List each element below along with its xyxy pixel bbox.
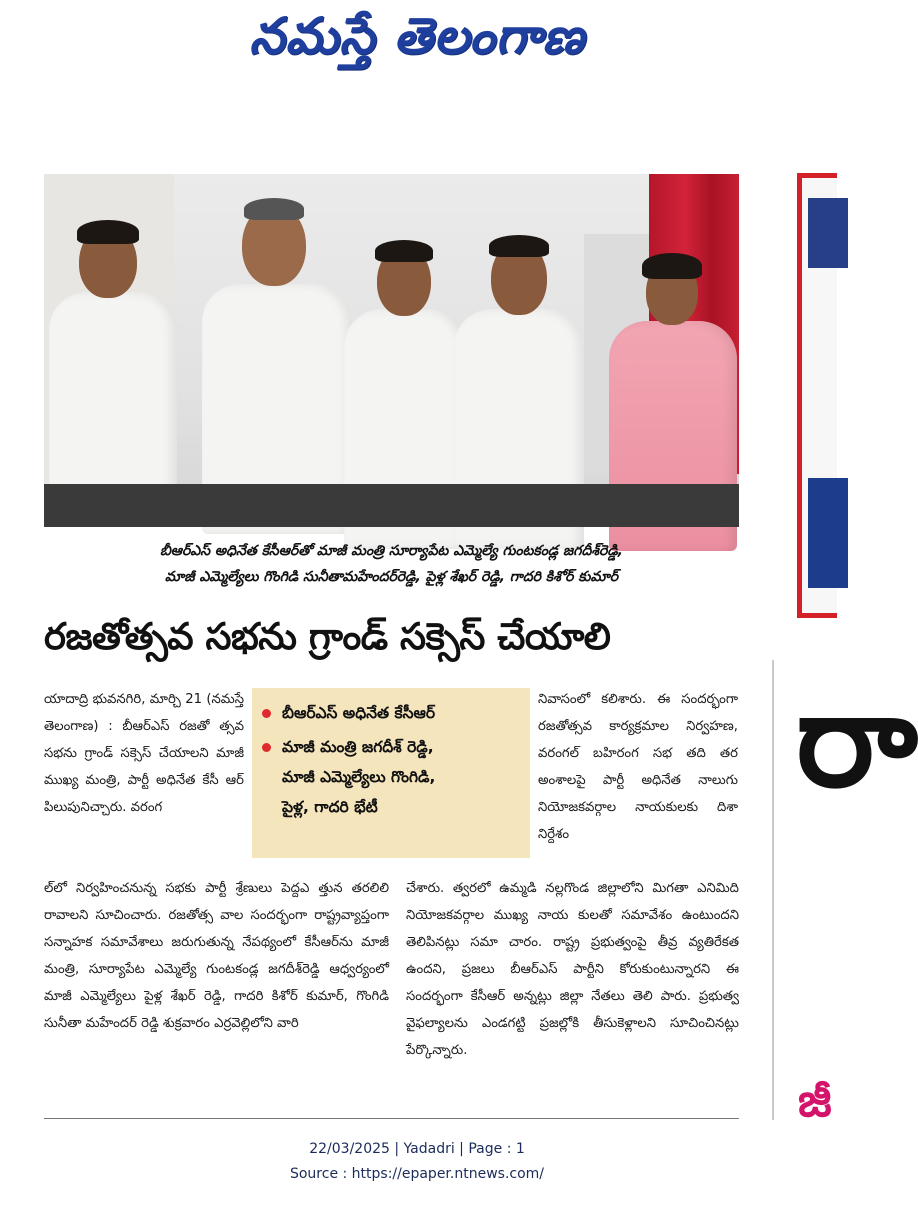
person-2 xyxy=(194,194,354,524)
masthead xyxy=(0,0,834,80)
footer-edition-info: 22/03/2025 | Yadadri | Page : 1 xyxy=(309,1141,525,1157)
side-advertisement xyxy=(797,173,837,618)
highlights-box xyxy=(252,688,530,858)
bullet-dot-icon xyxy=(262,709,271,718)
person-1 xyxy=(44,214,184,514)
highlight-item-1: బీఆర్ఎస్ అధినేత కేసీఆర్ xyxy=(264,698,524,728)
footer-divider xyxy=(44,1118,739,1119)
photo-caption xyxy=(44,538,739,590)
footer-source: Source : https://epaper.ntnews.com/ xyxy=(289,1166,545,1182)
body-column-1-top: యాదాద్రి భువనగిరి, మార్చి 21 (నమస్తే తెలంగాణ) : బీఆర్ఎస్ రజతో త్సవ సభను గ్రాండ్ సక్సెస్ చేయాలని మాజీ ముఖ్య మంత్రి, పార్టీ అధినేత కేసీ ఆర్ పిలుపునిచ్చారు. వరంగ xyxy=(44,692,244,815)
ad-blue-panel-bottom xyxy=(808,478,848,588)
column-divider xyxy=(772,660,774,1120)
bullet-dot-icon xyxy=(262,743,271,752)
caption-line-1: బీఆర్ఎస్ అధినేత కేసీఆర్‌తో మాజీ మంత్రి సూర్యాపేట ఎమ్మెల్యే గుంటకండ్ల జగదీశ్‌రెడ్డి, xyxy=(159,543,624,559)
photo-desk xyxy=(44,484,739,527)
body-column-1-bottom: ల్‌లో నిర్వహించనున్న సభకు పార్టీ శ్రేణులు పెద్దఎ త్తున తరలిలి రావాలని సూచించారు. రజతోత్స వాల సందర్భంగా రాష్ట్రవ్యాప్తంగా సన్నాహక సమావేశాలు జరుగుతున్న నేపథ్యంలో కేసీఆర్‌ను మాజీ మంత్రి, సూర్యాపేట ఎమ్మెల్యే గుంటకండ్ల జగదీశ్‌రెడ్డి ఆధ్వర్యంలో మాజీ ఎమ్మెల్యేలు పైళ్ల శేఖర్ రెడ్డి, గాదరి కిశోర్ కుమార్, గొంగిడి సునీతా మహేందర్ రెడ్డి శుక్రవారం ఎర్రవెల్లిలోని వారి xyxy=(44,881,389,1031)
body-column-3-top: నివాసంలో కలిశారు. ఈ సందర్భంగా రజతోత్సవ కార్యక్రమాల నిర్వహణ, వరంగల్ బహిరంగ సభ తది తర అంశాలపై పార్టీ అధినేత నాలుగు నియోజకవర్గాల నాయకులకు దిశా నిర్దేశం xyxy=(538,692,738,842)
ad-blue-panel-top xyxy=(808,198,848,268)
body-column-2-bottom: చేశారు. త్వరలో ఉమ్మడి నల్లగొండ జిల్లాలోని మిగతా ఎనిమిది నియోజకవర్గాల ముఖ్య నాయ కులతో సమావేశం ఉంటుందని తెలిపినట్లు సమా చారం. రాష్ట్ర ప్రభుత్వంపై తీవ్ర వ్యతిరేకత ఉందని, ప్రజలు బీఆర్ఎస్ పార్టీని కోరుకుంటున్నారని ఈ సందర్భంగా కేసీఆర్ అన్నట్లు జిల్లా నేతలు తెలి పారు. ప్రభుత్వ వైఫల్యాలను ఎండగట్టి ప్రజల్లోకి తీసుకెళ్లాలని సూచించినట్లు పేర్కొన్నారు. xyxy=(406,881,739,1058)
newspaper-title: నమస్తే తెలంగాణ xyxy=(249,7,585,65)
news-photo xyxy=(44,174,739,527)
adjacent-article-pink-fragment: జీ xyxy=(798,1073,832,1127)
highlight-item-2: మాజీ మంత్రి జగదీశ్ రెడ్డి, మాజీ ఎమ్మెల్యేలు గొంగిడి, పైళ్ల, గాదరి భేటీ xyxy=(264,732,524,822)
article-headline: రజతోత్సవ సభను గ్రాండ్ సక్సెస్ చేయాలి xyxy=(44,615,611,658)
adjacent-article-headline-fragment: రా xyxy=(796,664,918,816)
caption-line-2: మాజీ ఎమ్మెల్యేలు గొంగిడి సునీతామహేందర్‌రెడ్డి, పైళ్ల శేఖర్ రెడ్డి, గాదరి కిశోర్ కుమార్ xyxy=(164,569,619,585)
